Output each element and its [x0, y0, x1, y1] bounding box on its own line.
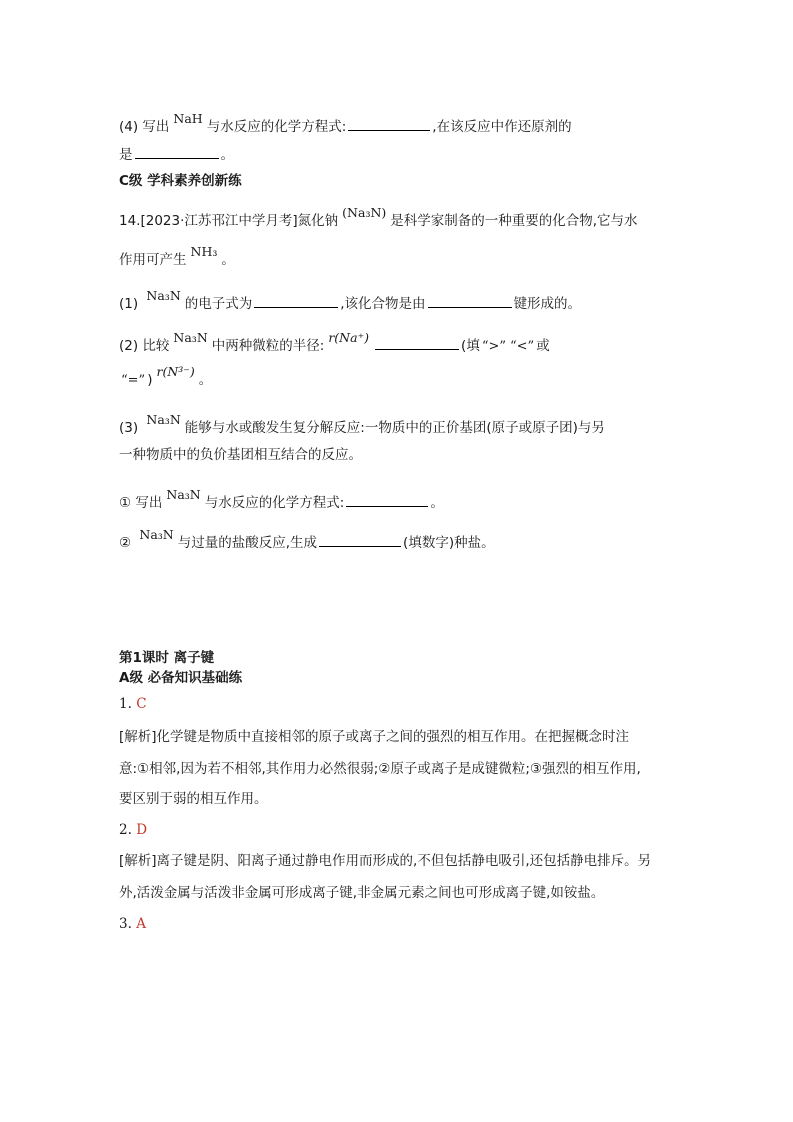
answer-blank[interactable]	[319, 532, 401, 547]
answer-item	[119, 914, 146, 934]
answer-number: 3.	[119, 916, 132, 932]
formula-na3n: (Na₃N)	[342, 205, 387, 220]
q14-line2-a: 作用可产生	[119, 252, 187, 268]
radius-na: r(Na⁺)	[328, 330, 370, 345]
answer-blank[interactable]	[375, 335, 459, 350]
formula-nh3: NH₃	[190, 244, 218, 259]
q4-line2-end: 。	[220, 147, 234, 163]
q14-line2-end: 。	[221, 252, 235, 268]
q14-text-b: 是科学家制备的一种重要的化合物,它与水	[390, 213, 638, 229]
sub2-text-a: 与过量的盐酸反应,生成	[177, 535, 318, 551]
analysis-line: [解析]离子键是阴、阳离子通过静电作用而形成的,不但包括静电吸引,还包括静电排斥。另	[119, 853, 652, 869]
radius-n: r(N³⁻)	[156, 364, 195, 379]
answer-blank[interactable]	[428, 293, 512, 308]
q14-number: 14.	[119, 213, 141, 229]
section-a-title: A级 必备知识基础练	[119, 670, 243, 686]
p1-text-a: 的电子式为	[184, 296, 253, 312]
q4-prefix: (4) 写出	[119, 119, 170, 135]
q14-source: [2023·江苏邗江中学月考]	[140, 213, 298, 229]
p2-or: 或	[536, 338, 550, 354]
q14-sub2	[119, 527, 495, 553]
q14-text-a: 氮化钠	[297, 213, 339, 229]
answer-choice: A	[136, 916, 146, 932]
sub2-text-b: (填数字)种盐。	[403, 535, 495, 551]
sub1-end: 。	[430, 495, 444, 511]
part-label: (3)	[119, 420, 139, 436]
answer-number: 2.	[119, 822, 132, 838]
p2-text-c: (填	[461, 338, 480, 354]
analysis-line: 意:①相邻,因为若不相邻,其作用力必然很弱;②原子或离子是成键微粒;③强烈的相互作用,	[119, 761, 641, 777]
lesson-title: 第1课时 离子键	[119, 650, 215, 666]
q14-p3-line1	[119, 412, 605, 438]
p3-text-a: 能够与水或酸发生复分解反应:一物质中的正价基团(原子或原子团)与另	[184, 420, 605, 436]
sub1-text: 与水反应的化学方程式:	[204, 495, 345, 511]
part-label: (2)	[119, 338, 139, 354]
answer-item	[119, 694, 147, 714]
q4-line1	[119, 111, 572, 137]
q14-p2-line2	[119, 364, 213, 391]
q4-after: ,在该反应中作还原剂的	[432, 119, 572, 135]
q4-mid: 与水反应的化学方程式:	[206, 119, 347, 135]
q14-line1	[119, 205, 638, 231]
section-c-title: C级 学科素养创新练	[119, 173, 242, 189]
analysis-line: [解析]化学键是物质中直接相邻的原子或离子之间的强烈的相互作用。在把握概念时注	[119, 729, 630, 745]
p1-text-b: ,该化合物是由	[340, 296, 426, 312]
q14-p2-line1	[119, 330, 550, 357]
sub2-label: ②	[119, 535, 132, 551]
analysis-line: 外,活泼金属与活泼非金属可形成离子键,非金属元素之间也可形成离子键,如铵盐。	[119, 885, 605, 901]
answer-choice: D	[136, 822, 148, 838]
formula-na3n: Na₃N	[146, 288, 181, 303]
q4-line2-prefix: 是	[119, 147, 133, 163]
formula-nah: NaH	[173, 111, 203, 126]
formula-na3n: Na₃N	[173, 330, 208, 345]
p2-text-a: 比较	[142, 338, 170, 354]
p2-close: )	[147, 372, 153, 388]
part-label: (1)	[119, 296, 139, 312]
q14-line2	[119, 244, 235, 270]
q14-p3-line2: 一种物质中的负价基团相互结合的反应。	[119, 447, 362, 463]
answer-blank[interactable]	[348, 116, 430, 131]
option-gt: “>”	[481, 339, 507, 354]
formula-na3n: Na₃N	[139, 527, 174, 542]
q14-p1	[119, 288, 582, 314]
p2-end: 。	[198, 372, 213, 388]
sub1-label: ① 写出	[119, 495, 163, 511]
answer-blank[interactable]	[254, 293, 338, 308]
analysis-line: 要区别于弱的相互作用。	[119, 791, 268, 807]
formula-na3n: Na₃N	[166, 487, 201, 502]
p1-text-c: 键形成的。	[513, 296, 582, 312]
q4-line2	[119, 144, 234, 165]
option-lt: “<”	[510, 339, 535, 354]
answer-choice: C	[136, 696, 147, 712]
p2-text-b: 中两种微粒的半径:	[211, 338, 325, 354]
formula-na3n: Na₃N	[146, 412, 181, 427]
option-eq: “=”	[121, 373, 146, 388]
q14-sub1	[119, 487, 444, 513]
answer-blank[interactable]	[135, 144, 219, 159]
answer-blank[interactable]	[346, 492, 428, 507]
answer-number: 1.	[119, 696, 132, 712]
answer-item	[119, 820, 147, 840]
